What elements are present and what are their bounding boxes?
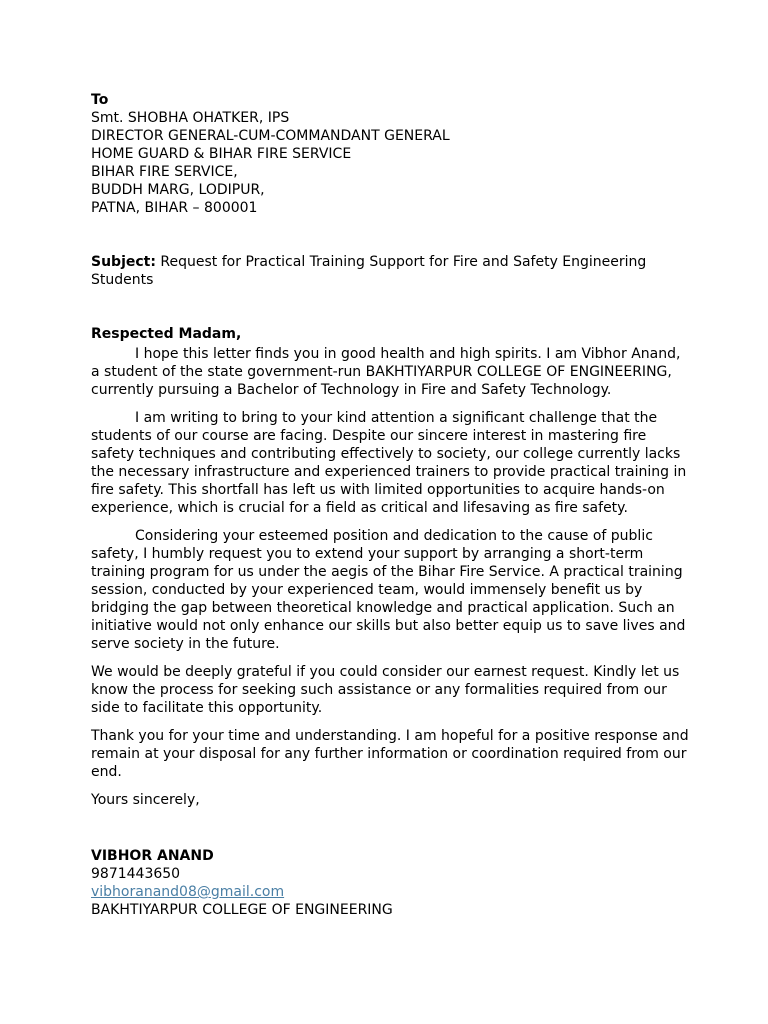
signature-block [91, 847, 691, 919]
body-paragraph-5: Thank you for your time and understanding. I am hopeful for a positive response and remain at your disposal for any further information or coordination required from our end. [91, 728, 689, 780]
salutation: Respected Madam, [91, 326, 242, 342]
recipient-designation: DIRECTOR GENERAL-CUM-COMMANDANT GENERAL [91, 128, 450, 144]
recipient-department: HOME GUARD & BIHAR FIRE SERVICE [91, 146, 352, 162]
recipient-city: PATNA, BIHAR – 800001 [91, 200, 258, 216]
subject-text: Request for Practical Training Support for Fire and Safety Engineering Students [91, 254, 647, 288]
sender-college: BAKHTIYARPUR COLLEGE OF ENGINEERING [91, 902, 393, 918]
recipient-block [91, 91, 691, 217]
recipient-name: Smt. SHOBHA OHATKER, IPS [91, 110, 290, 126]
letter-page [91, 91, 691, 919]
body-paragraph-2: I am writing to bring to your kind attention a significant challenge that the students of our course are facing. Despite our sincere interest in mastering fire safety techniques and contributing effectively to society, our college currently lacks the necessary infrastructure and experienced trainers to provide practical training in fire safety. This shortfall has left us with limited opportunities to acquire hands-on experience, which is crucial for a field as critical and lifesaving as fire safety. [91, 410, 687, 516]
subject-label: Subject: [91, 254, 156, 270]
body-paragraph-4: We would be deeply grateful if you could consider our earnest request. Kindly let us know the process for seeking such assistance or any formalities required from our side to facilitate this opportunity. [91, 664, 680, 716]
body-paragraph-3: Considering your esteemed position and dedication to the cause of public safety, I humbly request you to extend your support by arranging a short-term training program for us under the aegis of the Bihar Fire Service. A practical training session, conducted by your experienced team, would immensely benefit us by bridging the gap between theoretical knowledge and practical application. Such an initiative would not only enhance our skills but also better equip us to save lives and serve society in the future. [91, 528, 686, 652]
body-paragraph-1: I hope this letter finds you in good health and high spirits. I am Vibhor Anand, a student of the state government-run BAKHTIYARPUR COLLEGE OF ENGINEERING, currently pursuing a Bachelor of Technology in Fire and Safety Technology. [91, 346, 681, 398]
closing: Yours sincerely, [91, 792, 200, 808]
sender-name: VIBHOR ANAND [91, 848, 214, 864]
sender-email-link[interactable]: vibhoranand08@gmail.com [91, 884, 285, 900]
recipient-street: BUDDH MARG, LODIPUR, [91, 182, 265, 198]
recipient-service: BIHAR FIRE SERVICE, [91, 164, 238, 180]
to-label: To [91, 92, 109, 108]
sender-phone: 9871443650 [91, 866, 181, 882]
subject-line [91, 253, 691, 289]
